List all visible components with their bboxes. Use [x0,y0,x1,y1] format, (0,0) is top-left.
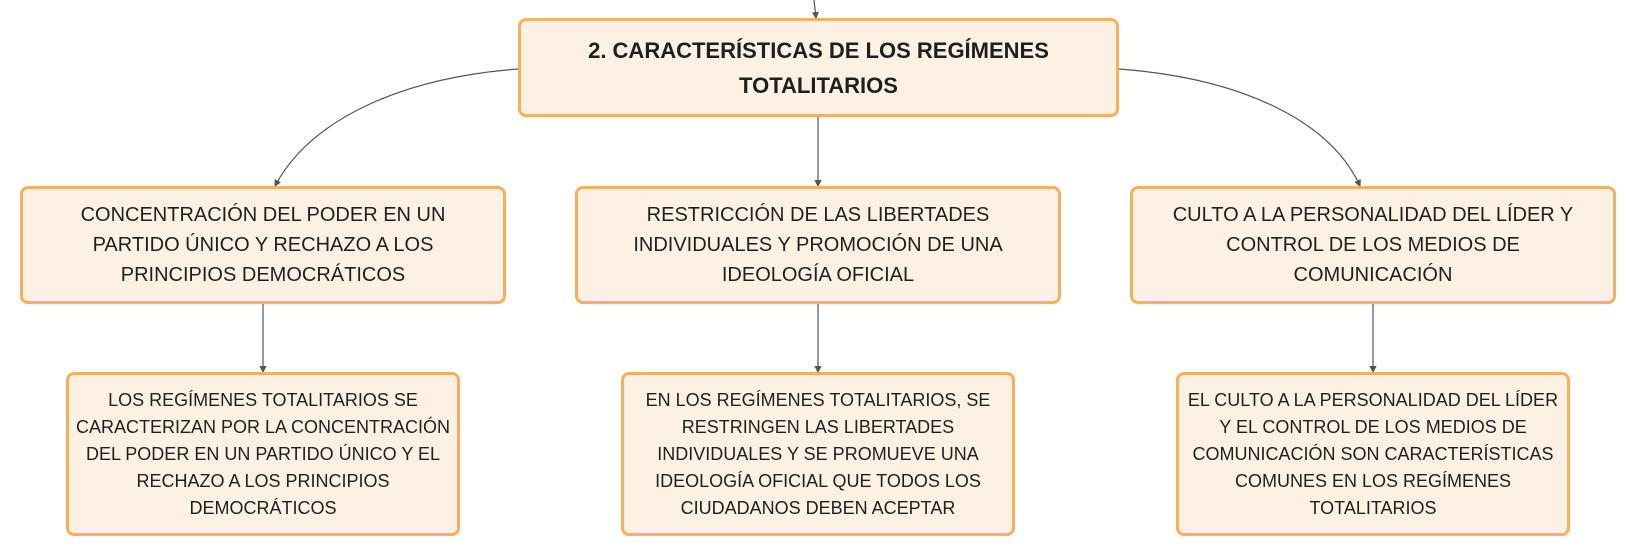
branch-node-personality-cult[interactable] [1130,186,1616,304]
connector-root-to-branch-1 [275,69,518,186]
detail-node-freedom-restriction[interactable] [621,372,1015,536]
detail-node-text: LOS REGÍMENES TOTALITARIOS SE CARACTERIZAN POR LA CONCENTRACIÓN DEL PODER EN UN PARTIDO ÚNICO Y EL RECHAZO A LOS PRINCIPIOS DEMOCRÁTICOS [75,389,451,518]
root-node[interactable] [518,18,1119,117]
branch-node-party-concentration[interactable] [20,186,506,304]
branch-node-freedom-restriction[interactable] [575,186,1061,304]
root-node-title: 2. CARACTERÍSTICAS DE LOS REGÍMENES TOTALITARIOS [588,37,1049,98]
detail-node-party-concentration[interactable] [66,372,460,536]
detail-node-text: EN LOS REGÍMENES TOTALITARIOS, SE RESTRINGEN LAS LIBERTADES INDIVIDUALES Y SE PROMUEVE UNA IDEOLOGÍA OFICIAL QUE TODOS LOS CIUDADANOS DEBEN ACEPTAR [645,389,991,518]
connector-incoming [814,0,816,18]
branch-node-label: CULTO A LA PERSONALIDAD DEL LÍDER Y CONTROL DE LOS MEDIOS DE COMUNICACIÓN [1172,204,1574,286]
detail-node-text: EL CULTO A LA PERSONALIDAD DEL LÍDER Y EL CONTROL DE LOS MEDIOS DE COMUNICACIÓN SON CARACTERÍSTICAS COMUNES EN LOS REGÍMENES TOTALITARIOS [1187,389,1559,518]
branch-node-label: RESTRICCIÓN DE LAS LIBERTADES INDIVIDUALES Y PROMOCIÓN DE UNA IDEOLOGÍA OFICIAL [633,204,1003,286]
detail-node-personality-cult[interactable] [1176,372,1570,536]
branch-node-label: CONCENTRACIÓN DEL PODER EN UN PARTIDO ÚNICO Y RECHAZO A LOS PRINCIPIOS DEMOCRÁTICOS [80,204,446,286]
connector-root-to-branch-3 [1119,69,1360,186]
